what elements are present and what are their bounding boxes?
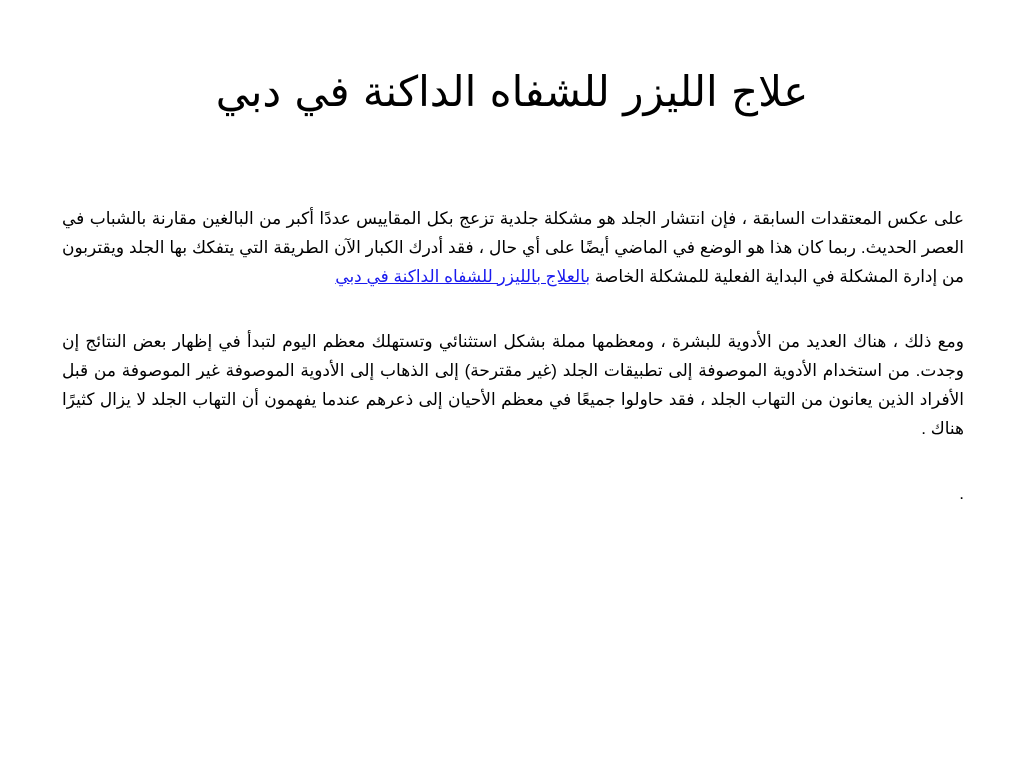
laser-treatment-link[interactable]: بالعلاج بالليزر للشفاه الداكنة في دبي (335, 267, 591, 286)
trailing-dot-text: . (959, 484, 964, 503)
slide-body (62, 204, 964, 508)
paragraph-intro (62, 204, 964, 291)
paragraph-medications-text: ومع ذلك ، هناك العديد من الأدوية للبشرة ، ومعظمها مملة بشكل استثنائي وتستهلك معظم اليوم لتبدأ في إظهار بعض النتائج إن وجدت. من استخدام الأدوية الموصوفة إلى تطبيقات الجلد (غير مقترحة) إلى الذهاب إلى الأدوية الموصوفة غير الموصوفة من قبل الأفراد الذين يعانون من التهاب الجلد ، فقد حاولوا جميعًا في معظم الأحيان إلى ذعرهم عندما يفهمون أن التهاب الجلد لا يزال كثيرًا هناك . (62, 332, 964, 438)
paragraph-trailing-dot (62, 479, 964, 508)
slide-title: علاج الليزر للشفاه الداكنة في دبي (215, 67, 809, 116)
paragraph-intro-text: على عكس المعتقدات السابقة ، فإن انتشار الجلد هو مشكلة جلدية تزعج بكل المقاييس عددًا أكبر من البالغين مقارنة بالشباب في العصر الحديث. ربما كان هذا هو الوضع في الماضي أيضًا على أي حال ، فقد أدرك الكبار الآن الطريقة التي يتفكك بها الجلد ويقتربون من إدارة المشكلة في البداية الفعلية للمشكلة الخاصة (62, 209, 965, 286)
paragraph-medications (62, 327, 964, 443)
